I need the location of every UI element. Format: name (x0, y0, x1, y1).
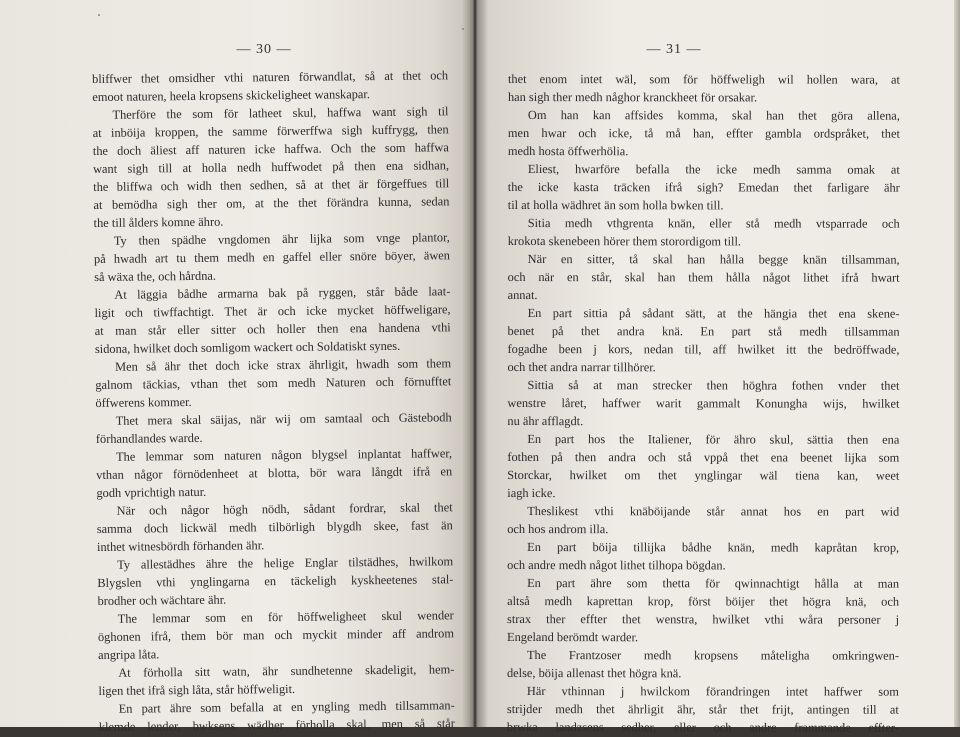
text-line: nu ähr afflagdt. (507, 413, 584, 429)
text-line: the till ålders komne ähro. (93, 214, 224, 230)
text-line: inthet witnesbördh förhanden ähr. (96, 538, 265, 554)
text-line: En part hos the Italiener, för ähro skul, sättia then ena (527, 432, 900, 447)
left-page (0, 0, 470, 734)
text-line: delse, böija allenast thet högra knä. (506, 665, 682, 681)
text-line: Sitia medh vthgrenta knän, eller stå medh vtsparrade och (527, 216, 900, 231)
text-line: En part sittia på sådant sätt, at the hängia thet ena skene- (527, 306, 900, 321)
text-line: men hwar och icke, tå må han, effter gambla ordspråket, thet (507, 125, 900, 141)
text-line: medh hosta öffwerhölia. (507, 143, 629, 159)
text-line: sidona, hwilket doch somligom wackert och Soldatiskt synes. (94, 338, 401, 356)
text-line: want sigh till at holla nedh huffwodet på then ena sidhan, (92, 158, 450, 176)
text-line: at inböija kroppen, the samme förwerffwa sigh kuffrygg, then (92, 122, 449, 140)
text-line: the bliffwa och widh then sedhen, så at thet är förgeffues till (93, 176, 450, 194)
paper-speck (462, 28, 464, 30)
text-line: ligit och tiwffachtigt. Thet är och icke mycket höffweligare, (94, 302, 451, 320)
text-line: öghonen ifrå, them bör man och myckit minder aff androm (97, 626, 454, 644)
text-line: En part ähre som befalla at en yngling medh tillsamman- (118, 698, 455, 716)
text-line: the doch äliest aff naturen icke haffwa. Och the som haffwa (92, 140, 449, 158)
text-line: At förholla sitt watn, ähr sundhetenne skadeligit, hem- (118, 662, 455, 680)
text-line: Här vthinnan j hwilckom förandringen intet haffwer som (526, 684, 899, 699)
text-line: The lemmar som en för höffweligheet skul wender (117, 608, 454, 626)
text-line: At läggia bådhe armarna bak på ryggen, står både laat- (114, 284, 451, 302)
text-line: altså medh kaprettan krop, först böijer thet högra knä, och (507, 593, 900, 609)
text-line: Ty allestädhes ähre the helige Englar tilstädhes, hwilkom (117, 554, 454, 572)
text-line: Therföre the som för latheet skul, haffwa want sigh til (112, 104, 449, 122)
text-line: bliffwer thet omsidher vthi naturen förwandlat, så at thet och (92, 68, 449, 86)
text-line: galnom täckias, vthan thet som medh Naturen och förnufftet (95, 374, 452, 392)
left-page-number: — 30 — (236, 42, 292, 57)
text-line: vthan någor förnödenheet at blotta, bör wara långdt ifrå en (96, 464, 453, 482)
text-line: Sittia så at man strecker then höghra fothen vnder thet (527, 378, 900, 393)
text-line: The Frantzoser medh kropsens måteligha omkringwen- (526, 648, 899, 663)
text-line: Thet mera skal säijas, när wij om samtaal och Gästebodh (115, 410, 452, 428)
text-line: öffwerens kommer. (95, 394, 192, 410)
text-line: Om han kan affsides komma, skal han thet göra allena, (527, 108, 900, 123)
text-line: ligen thet ifrå sigh låta, står höffweligit. (98, 681, 296, 698)
text-line: krokota skenebeen hörer them storordigom till. (507, 233, 742, 249)
text-line: angripa låta. (98, 647, 160, 662)
text-line: och andre medh något lithet tilhopa bögdan. (507, 557, 726, 573)
text-line: the icke kasta träcken ifrå sigh? Emedan thet farligare ähr (507, 179, 900, 195)
right-page-number: — 31 — (646, 42, 702, 57)
text-line: och hos androm illa. (507, 521, 609, 537)
text-line: til at holla wädhret än som holla bwken till. (507, 197, 724, 213)
left-page-text (92, 66, 455, 736)
text-line: at man står eller sitter och holler then ena handena vthi (94, 320, 451, 338)
text-line: En part böija tillijka bådhe knän, medh kapråtan krop, (527, 540, 900, 555)
text-line: fogadhe been j kors, nedan till, aff hwilket itt the bedröffwade, (507, 341, 900, 357)
text-line: Engeland berömdt warder. (506, 629, 639, 645)
text-line: och när en står, skal han them hålla något lithet ifrå hwart (507, 269, 900, 285)
text-line: godh vprichtigh natur. (96, 484, 207, 500)
page-edge (954, 0, 960, 727)
text-line: samma doch lickwäl medh tilbörligh blygdh skee, fast än (96, 518, 453, 536)
text-line: Ty then spädhe vngdomen ähr lijka som vnge plantor, (113, 230, 450, 248)
text-line: The lemmar som naturen någon blygsel inplantat haffwer, (115, 446, 453, 464)
text-line: Storckar, hwilket om thet ynglingar wäl tiena kan, weet (507, 467, 900, 483)
text-line: han sigh ther medh någhor kranckheet för orsakar. (507, 89, 758, 105)
text-line: fothen på then andra och stå vppå thet ena beenet lijka som (507, 449, 900, 465)
paper-speck (98, 14, 100, 16)
text-line: Eliest, hwarföre befalla the icke medh samma omak at (527, 162, 900, 177)
text-line: Men så ähr thet doch icke strax ährligit, hwadh som them (115, 356, 452, 374)
text-line: emoot naturen, heela kropsens skickeligheet wanskapar. (92, 87, 371, 104)
text-line: En part ähre som thetta för qwinnachtigt hålla at man (527, 576, 900, 591)
text-line: wenstre låret, haffwer warit gammalt Konungha wijs, hwilket (507, 395, 900, 411)
text-line: När och någor högh nödh, sådant fordrar, skal thet (116, 500, 453, 518)
text-line: brwka landzsens sedher, eller och andre frammande effter- (506, 719, 899, 735)
text-line: När en sitter, tå skal han hålla begge knän tillsamman, (527, 252, 900, 267)
text-line: brodher och wächtare ähr. (97, 592, 227, 608)
text-line: benet på thet andra knä. En part stå medh tillsamman (507, 323, 900, 339)
text-line: thet enom intet wäl, som för höffweligh wil hollen wara, at (507, 72, 900, 87)
text-line: och thet andra narrar tillhörer. (507, 359, 656, 375)
text-line: klemde lender, bwksens wädher förholla skal, men så står (98, 716, 455, 734)
text-line: Theslikest vthi knäböijande står annat hos en part wid (527, 504, 900, 519)
text-line: iagh icke. (507, 485, 556, 501)
right-page (470, 0, 960, 735)
text-line: Blygslen vthi ynglingarna en täckeligh kyskheetenes stal- (97, 572, 454, 590)
text-line: at bemödha sigh ther om, at the thet förändra kunna, sedan (93, 194, 450, 212)
text-line: förhandlandes warde. (95, 430, 203, 446)
text-line: annat. (507, 287, 538, 303)
text-line: strax ther effter thet wenstra, hwilket vthi wåra personer j (507, 611, 900, 627)
text-line: strijder medh thet ährligit ähr, står thet frijt, antingen till at (506, 701, 899, 717)
text-line: så wäxa the, och hårdna. (94, 268, 217, 284)
text-line: på hwadh art tu them medh en gaffel eller snöre böyer, äwen (93, 248, 451, 266)
right-page-text (507, 70, 900, 737)
